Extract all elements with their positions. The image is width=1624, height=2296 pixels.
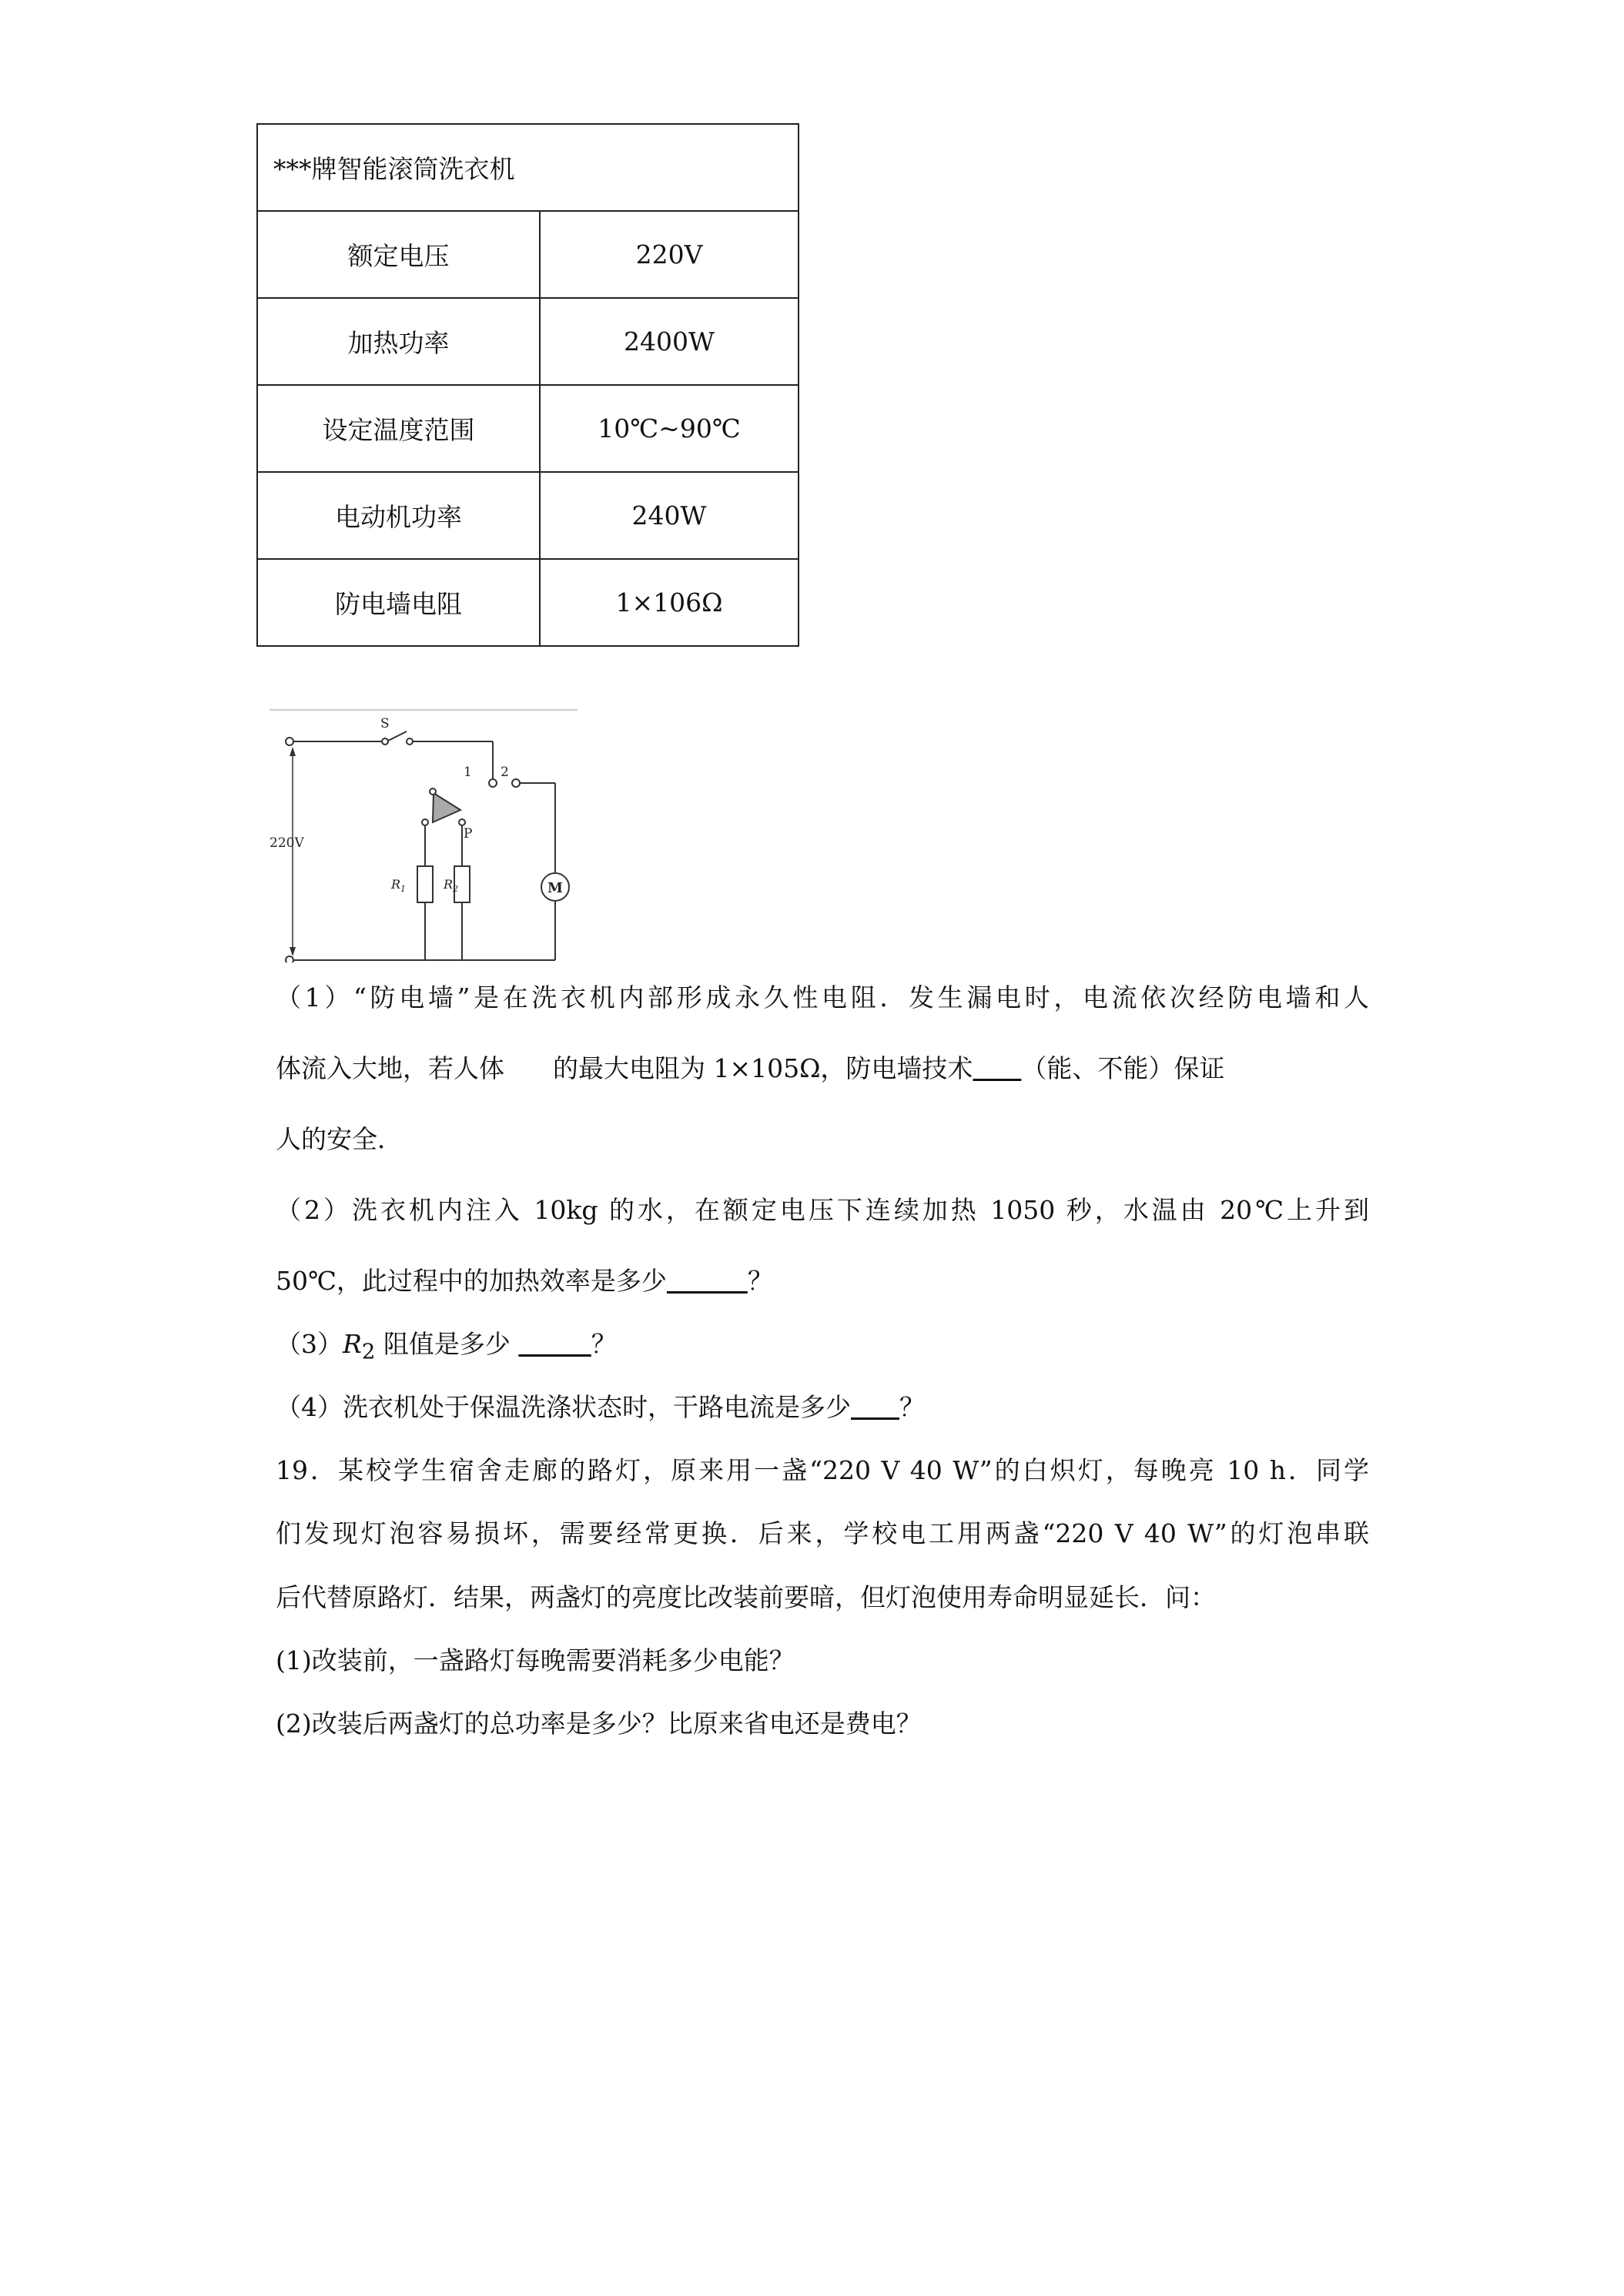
voltage-arrow-head-top: [290, 747, 296, 756]
p19-line-2: 们发现灯泡容易损坏，需要经常更换．后来，学校电工用两盏“220 V 40 W”的灯泡串联: [276, 1518, 1369, 1548]
answer-blank[interactable]: [518, 1329, 591, 1359]
resistor-r1: [417, 866, 433, 902]
spec-label: 设定温度范围: [257, 385, 540, 472]
q1-line-1: （1）“防电墙”是在洗衣机内部形成永久性电阻．发生漏电时，电流依次经防电墙和人: [276, 982, 1369, 1012]
q3-text-c: ？: [591, 1329, 617, 1359]
q1-text-b: 的最大电阻为 1×105Ω，防电墙技术: [552, 1053, 973, 1083]
table-row: [257, 559, 799, 646]
sliding-contact: [433, 793, 460, 822]
contact-point: [459, 819, 465, 825]
q1-line-2: [276, 1053, 1369, 1084]
terminal-2-label: 2: [501, 765, 509, 780]
switch-contact: [407, 738, 413, 745]
contact-point: [430, 788, 436, 795]
q3-line: [276, 1329, 1369, 1367]
pointer-label: P: [464, 826, 473, 842]
q1-gap: [504, 1053, 553, 1083]
q3-text-a: （3）: [276, 1329, 343, 1359]
spec-label: 加热功率: [257, 298, 540, 385]
supply-terminal-top: [286, 738, 293, 745]
spec-label: 额定电压: [257, 211, 540, 298]
q1-line-3: 人的安全．: [276, 1124, 403, 1154]
table-row: [257, 385, 799, 472]
p19-question-1: (1)改装前，一盏路灯每晚需要消耗多少电能？: [276, 1645, 795, 1675]
q2-text-b: ？: [747, 1266, 773, 1296]
q2-text-a: 50℃，此过程中的加热效率是多少: [276, 1266, 667, 1296]
q4-line: [276, 1392, 1369, 1423]
r2-letter: R: [444, 877, 454, 892]
spec-value: 220V: [540, 211, 799, 298]
p19-question-2: (2)改装后两盏灯的总功率是多少？比原来省电还是费电？: [276, 1709, 922, 1739]
table-row: [257, 472, 799, 559]
spec-label: 防电墙电阻: [257, 559, 540, 646]
terminal-2: [512, 779, 520, 787]
voltage-arrow-head-bottom: [290, 947, 296, 956]
q4-text-b: ？: [899, 1392, 925, 1422]
r1-label: [390, 877, 406, 894]
q3-subscript: 2: [361, 1339, 376, 1364]
q2-line-2: [276, 1266, 1369, 1297]
table-row: [257, 298, 799, 385]
terminal-1-label: 1: [464, 765, 472, 780]
spec-value: 1×106Ω: [540, 559, 799, 646]
voltage-label: 220V: [270, 835, 304, 851]
q1-text-c: （能、不能）保证: [1021, 1053, 1225, 1083]
contact-point: [422, 819, 428, 825]
supply-terminal-bottom: [286, 956, 293, 962]
switch-label: S: [380, 716, 390, 731]
answer-blank[interactable]: [851, 1392, 899, 1422]
q3-variable: R: [343, 1329, 362, 1359]
circuit-diagram: [270, 708, 585, 962]
p19-line-3: 后代替原路灯．结果，两盏灯的亮度比改装前要暗，但灯泡使用寿命明显延长．问：: [276, 1582, 1216, 1612]
q4-text-a: （4）洗衣机处于保温洗涤状态时，干路电流是多少: [276, 1392, 851, 1422]
answer-blank[interactable]: [667, 1266, 748, 1296]
spec-value: 2400W: [540, 298, 799, 385]
r1-letter: R: [391, 877, 401, 892]
r2-subscript: 2: [453, 884, 459, 894]
spec-table-title: ***牌智能滚筒洗衣机: [257, 124, 799, 211]
spec-value: 10℃~90℃: [540, 385, 799, 472]
r1-subscript: 1: [400, 884, 407, 894]
spec-value: 240W: [540, 472, 799, 559]
q2-line-1: （2）洗衣机内注入 10kg 的水，在额定电压下连续加热 1050 秒，水温由 20℃上升到: [276, 1195, 1369, 1225]
answer-blank[interactable]: [973, 1053, 1021, 1083]
switch-blade: [388, 731, 407, 741]
spec-table: [256, 123, 799, 647]
table-row: [257, 211, 799, 298]
spec-label: 电动机功率: [257, 472, 540, 559]
q3-text-b: 阻值是多少: [375, 1329, 519, 1359]
motor-label: M: [547, 880, 563, 896]
terminal-1: [489, 779, 497, 787]
p19-line-1: 19．某校学生宿舍走廊的路灯，原来用一盏“220 V 40 W”的白炽灯，每晚亮 10 h．同学: [276, 1455, 1369, 1485]
q1-text-a: 体流入大地，若人体: [276, 1053, 504, 1083]
switch-contact: [382, 738, 388, 745]
